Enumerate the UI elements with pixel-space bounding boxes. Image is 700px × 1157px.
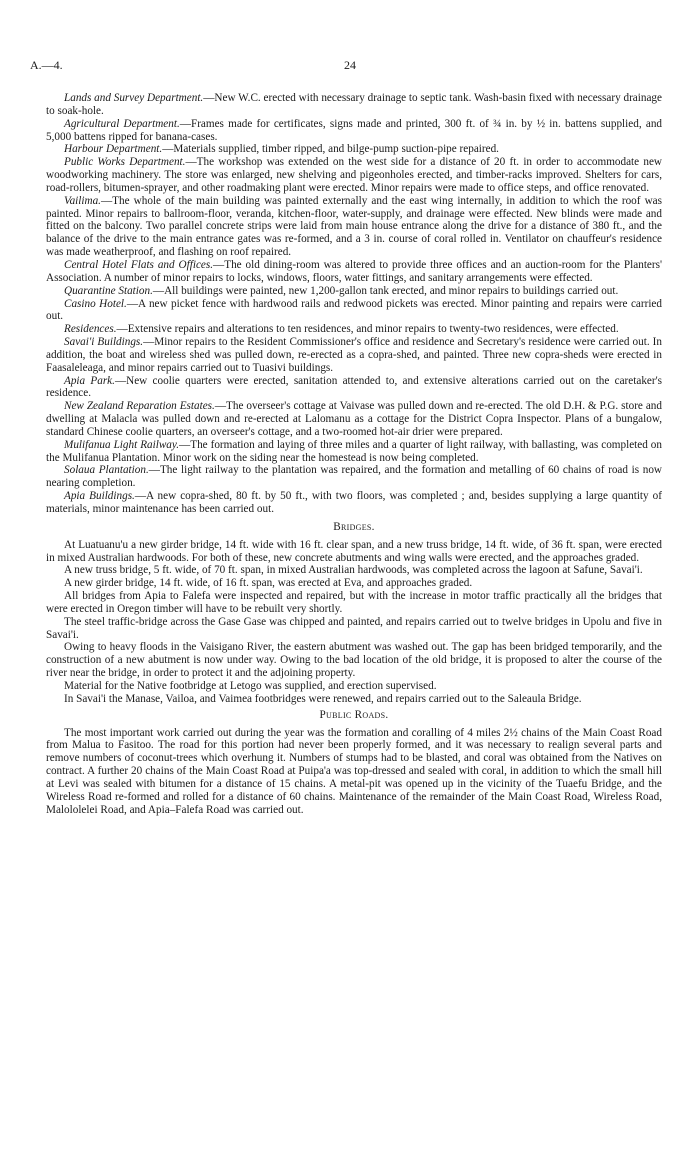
department-name: Central Hotel Flats and Offices.	[64, 258, 214, 271]
department-text: —New coolie quarters were erected, sanitation attended to, and extensive alterations carried out on the caretaker's residence.	[46, 374, 662, 400]
paragraph-apia-park	[46, 375, 662, 401]
paragraph-bridges: In Savai'i the Manase, Vailoa, and Vaimea footbridges were renewed, and repairs carried out to the Saleaula Bridge.	[64, 692, 582, 705]
paragraph-bridges: A new girder bridge, 14 ft. wide, of 16 ft. span, was erected at Eva, and approaches graded.	[64, 577, 473, 590]
department-text: —A new copra-shed, 80 ft. by 50 ft., with two floors, was completed ; and, besides supplying a large quantity of materials, minor maintenance has been carried out.	[46, 490, 662, 515]
section-heading-bridges: Bridges.	[333, 520, 375, 533]
paragraph-vailima	[46, 195, 662, 259]
paragraph-public-works	[46, 156, 662, 195]
department-text: —New W.C. erected with necessary drainage to septic tank. Wash-basin fixed with necessary drainage to soak-hole.	[46, 92, 662, 117]
page-number: 24	[344, 58, 356, 72]
department-text: —Frames made for certificates, signs made and printed, 300 ft. of ¾ in. by ½ in. battens supplied, and 5,000 battens ripped for banana-cases.	[46, 117, 663, 143]
page-header	[30, 58, 670, 74]
paragraph-apia-buildings	[46, 490, 662, 516]
paragraph-casino-hotel	[46, 298, 662, 324]
department-text: —Materials supplied, timber ripped, and bilge-pump suction-pipe repaired.	[162, 143, 499, 156]
paragraph-bridges: At Luatuanu'u a new girder bridge, 14 ft. wide with 16 ft. clear span, and a new truss bridge, 14 ft. wide, of 36 ft. span, were erected in mixed Australian hardwoods. For both of these, new concrete abutments and wing walls were erected, and the approaches graded.	[46, 538, 662, 564]
paragraph-reparation-estates	[46, 400, 662, 439]
department-name: Quarantine Station.	[64, 284, 153, 297]
department-name: Apia Park.	[64, 374, 115, 387]
paragraph-central-hotel	[46, 259, 662, 285]
department-name: Casino Hotel.	[64, 297, 127, 310]
department-name: Public Works Department.	[64, 156, 186, 169]
paragraph-solaua-plantation	[46, 464, 662, 490]
department-name: Lands and Survey Department.	[64, 92, 204, 104]
department-text: —The old dining-room was altered to provide three offices and an auction-room for the Planters' Association. A number of minor repairs to locks, windows, floors, water fittings, and sanitary arrangements were effected.	[46, 258, 662, 284]
paragraph-public-roads: The most important work carried out during the year was the formation and coralling of 4 miles 2½ chains of the Main Coast Road from Malua to Fasitoo. The road for this portion had never been properly formed, and it was necessary to realign several parts and remove numbers of coconut-trees which overhung it. Numbers of stumps had to be blasted, and coral was obtained from the Natives on contract. A further 20 chains of the Main Coast Road at Puipa'a was top-dressed and sealed with coral, in addition to which the small hill at Levi was sealed with bitumen for a distance of 15 chains. A metal-pit was opened up in the vicinity of the Tuaefu Bridge, and the Wireless Road re-formed and rolled for a distance of 60 chains. Maintenance of the remainder of the Main Coast Road, Wireless Road, Malololelei Road, and Apia–Falefa Road was carried out.	[46, 726, 662, 816]
document-reference: A.—4.	[30, 58, 63, 72]
department-text: —Minor repairs to the Resident Commissioner's office and residence and Secretary's residence were carried out. In addition, the boat and wireless shed was pulled down, re-erected as a copra-shed, and painted. Three new copra-sheds were erected in Faasaleleaga, and minor repairs carried out to Tuasivi buildings.	[46, 336, 662, 374]
paragraph-lands-survey	[46, 92, 662, 118]
department-text: —The formation and laying of three miles and a quarter of light railway, with ballasting, was completed on the Mulifanua Plantation. Minor work on the siding near the homestead is now being completed.	[46, 438, 662, 464]
paragraph-savaii-buildings	[46, 336, 662, 375]
department-name: Mulifanua Light Railway.	[64, 438, 180, 451]
department-name: New Zealand Reparation Estates.	[64, 400, 215, 413]
paragraph-bridges: A new truss bridge, 5 ft. wide, of 70 ft. span, in mixed Australian hardwoods, was completed across the lagoon at Safune, Savai'i.	[64, 564, 643, 577]
paragraph-bridges: The steel traffic-bridge across the Gase Gase was chipped and painted, and repairs carried out to twelve bridges in Upolu and five in Savai'i.	[46, 615, 662, 641]
department-name: Harbour Department.	[64, 143, 163, 156]
page-body	[46, 92, 662, 816]
section-heading-public-roads: Public Roads.	[319, 708, 389, 721]
department-text: —Extensive repairs and alterations to ten residences, and minor repairs to twenty-two residences, were effected.	[116, 323, 619, 336]
paragraph-bridges: Material for the Native footbridge at Letogo was supplied, and erection supervised.	[64, 679, 437, 692]
department-text: —A new picket fence with hardwood rails and redwood pickets was erected. Minor painting and repairs were carried out.	[46, 297, 662, 323]
department-text: —The light railway to the plantation was repaired, and the formation and metalling of 60 chains of road is now nearing completion.	[46, 464, 663, 490]
department-text: —All buildings were painted, new 1,200-gallon tank erected, and minor repairs to buildings carried out.	[152, 284, 619, 297]
paragraph-bridges: Owing to heavy floods in the Vaisigano River, the eastern abutment was washed out. The gap has been bridged temporarily, and the construction of a new abutment is now under way. Owing to the bad location of the old bridge, it is proposed to alter the course of the river near the bridge, in order to protect it and the adjoining property.	[46, 641, 662, 680]
department-name: Vailima.	[64, 194, 101, 207]
department-text: —The overseer's cottage at Vaivase was pulled down and re-erected. The old D.H. & P.G. store and dwelling at Malacla was pulled down and re-erected at Lalomanu as a cottage for the District Copra Inspector. Plans of a bungalow, standard Chinese coolie quarters, an overseer's cottage, and a two-roomed hot-air drier were prepared.	[46, 400, 662, 438]
paragraph-harbour	[46, 143, 662, 156]
paragraph-residences	[46, 323, 662, 336]
paragraph-bridges: All bridges from Apia to Falefa were inspected and repaired, but with the increase in motor traffic practically all the bridges that were erected in Oregon timber will have to be rebuilt very shortly.	[46, 590, 662, 615]
department-name: Agricultural Department.	[64, 117, 180, 130]
department-name: Residences.	[64, 323, 117, 336]
department-text: —The whole of the main building was painted externally and the east wing internally, in addition to which the roof was painted. Minor repairs to ballroom-floor, veranda, kitchen-floor, water-supply, and drainage were effected. New blinds were made and fitted on the balcony. Two parallel concrete strips were laid from main house entrance along the drive for a distance of 380 ft., and the balance of the drive to the main entrance gates was re-formed, and a 3 in. course of coral rolled in. Ventilator on chauffeur's residence was made weatherproof, and flashing on roof repaired.	[46, 194, 662, 259]
department-name: Apia Buildings.	[64, 490, 135, 503]
department-name: Savai'i Buildings.	[64, 336, 144, 349]
paragraph-quarantine	[46, 285, 662, 298]
department-text: —The workshop was extended on the west side for a distance of 20 ft. in order to accommodate new woodworking machinery. The store was enlarged, new shelving and pigeonholes erected, and timber-racks improved. Shelters for cars, road-rollers, bitumen-sprayer, and other roadmaking plant were erected. Minor repairs were made to office steps, and office renovated.	[46, 156, 663, 194]
paragraph-mulifanua-railway	[46, 439, 662, 465]
department-name: Solaua Plantation.	[64, 464, 149, 477]
paragraph-agricultural	[46, 118, 662, 144]
